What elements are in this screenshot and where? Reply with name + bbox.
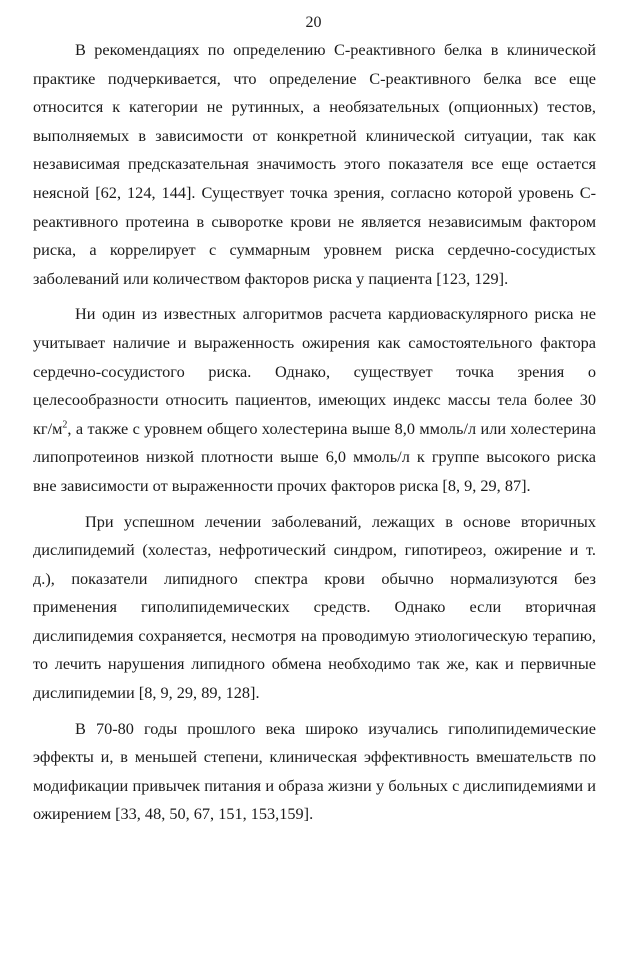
superscript: 2	[62, 419, 68, 431]
page-number: 20	[305, 14, 322, 31]
paragraph-text-part: Ни один из известных алгоритмов расчета кардиоваскулярного риска не учитывает наличие и выраженность ожирения как самостоятельного фактора сердечно-сосудистого риска. Однако, существует точка зрения о целесообразности относить пациентов, имеющих индекс массы тела более 30 кг/м	[33, 304, 596, 438]
paragraph-historical-studies: В 70-80 годы прошлого века широко изучались гиполипидемические эффекты и, в меньшей степени, клиническая эффективность вмешательств по модификации привычек питания и образа жизни у больных с дислипидемиями и ожирением [33, 48, 50, 67, 151, 153,159].	[33, 718, 596, 824]
paragraph-crp-recommendations: В рекомендациях по определению С-реактивного белка в клинической практике подчеркивается, что определение С-реактивного белка все еще относится к категории не рутинных, а необязательных (опционных) тестов, выполняемых в зависимости от конкретной клинической ситуации, так как независимая предсказательная значимость этого показателя все еще остается неясной [62, 124, 144]. Существует точка зрения, согласно которой уровень С-реактивного протеина в сыворотке крови не является независимым фактором риска, а коррелирует с суммарным уровнем риска сердечно-сосудистых заболеваний или количеством факторов риска у пациента [123, 129].	[33, 40, 596, 288]
paragraph-obesity-risk	[33, 300, 596, 500]
paragraph-secondary-dyslipidemia: При успешном лечении заболеваний, лежащих в основе вторичных дислипидемий (холестаз, нефротический синдром, гипотиреоз, ожирение и т. д.), показатели липидного спектра крови обычно нормализуются без применения гиполипидемических средств. Однако если вторичная дислипидемия сохраняется, несмотря на проводимую этиологическую терапию, то лечить нарушения липидного обмена необходимо так же, как и первичные дислипидемии [8, 9, 29, 89, 128].	[33, 511, 596, 703]
body-text	[33, 36, 596, 836]
paragraph-text-part: , а также с уровнем общего холестерина выше 8,0 ммоль/л или холестерина липопротеинов низкой плотности выше 6,0 ммоль/л к группе высокого риска вне зависимости от выраженности прочих факторов риска [8, 9, 29, 87].	[33, 418, 596, 495]
